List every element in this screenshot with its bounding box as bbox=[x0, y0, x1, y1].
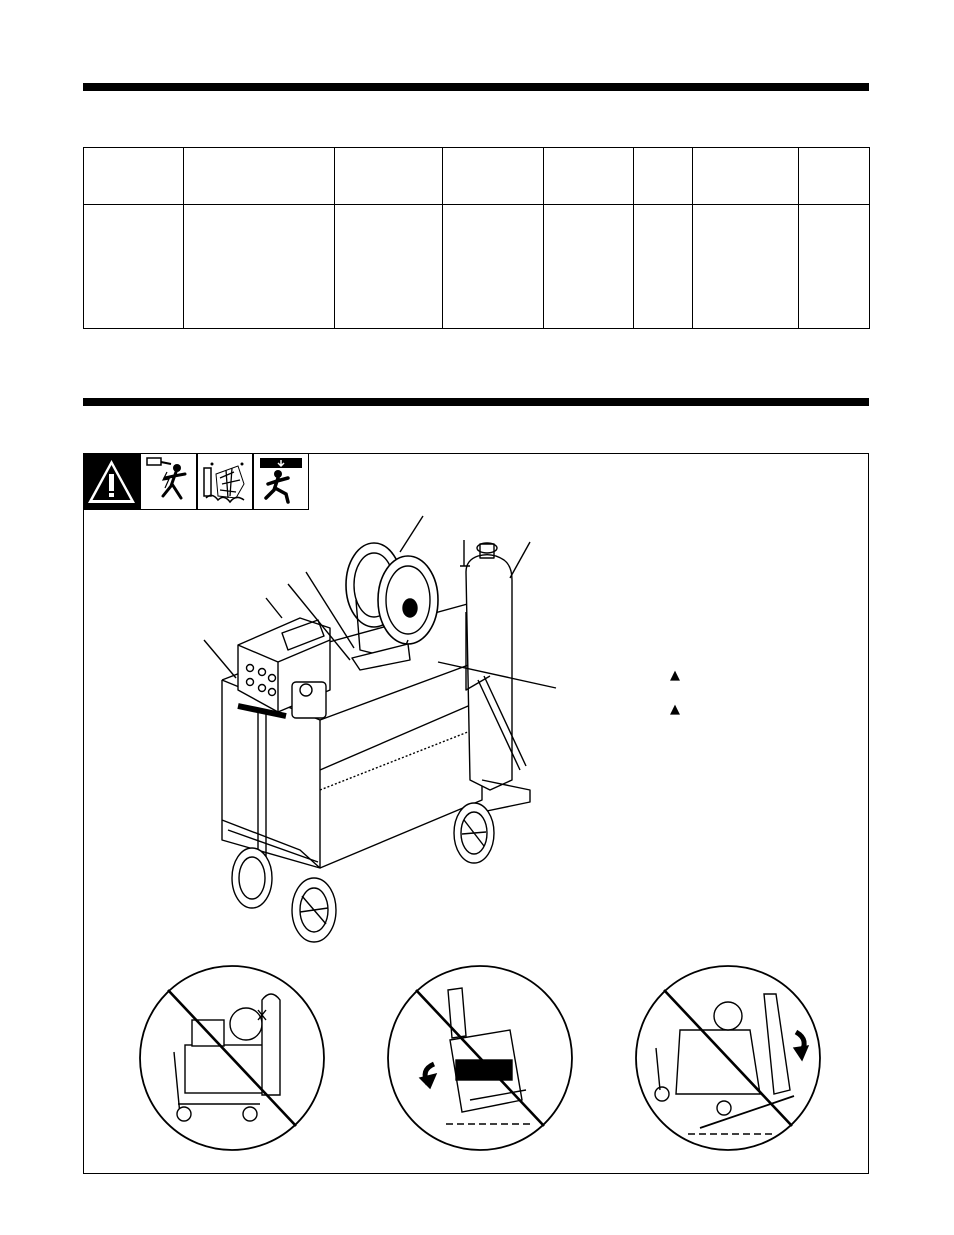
prohibited-scene-ungrounded bbox=[140, 966, 324, 1150]
prohibited-scene-tipping-forward bbox=[388, 966, 572, 1150]
marker-triangle-1: ▲ bbox=[670, 668, 680, 683]
marker-triangle-2: ▲ bbox=[670, 702, 680, 717]
prohibited-scene-tipping-sideways bbox=[636, 966, 820, 1150]
